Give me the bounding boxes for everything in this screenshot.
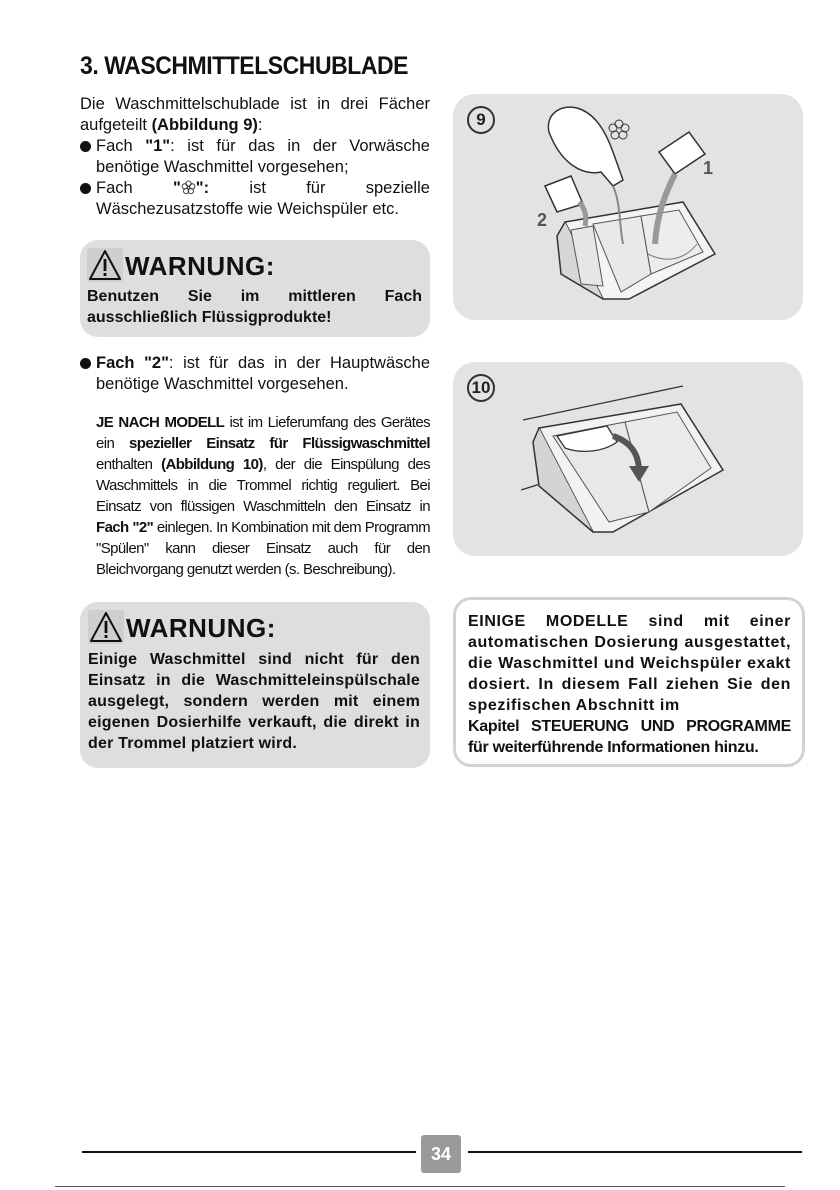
liquid-insert-illustration: [453, 362, 803, 556]
warning-box-2: [80, 602, 430, 768]
intro-paragraph: Die Waschmittelschublade ist in drei Fächer aufgeteilt (Abbildung 9):: [80, 95, 430, 134]
warning-box-1: [80, 240, 430, 337]
warning-title-2: WARNUNG:: [126, 613, 276, 643]
figure-9-label-1: 1: [703, 158, 714, 178]
bullet-fach-1: Fach "1": ist für das in der Vorwäsche benötige Waschmittel vorgesehen;: [80, 136, 430, 178]
intro-section: [80, 94, 430, 220]
figure-9-number: 9: [467, 106, 495, 134]
warning-triangle-icon: [87, 248, 123, 282]
page-number: 34: [421, 1135, 461, 1173]
footer-rule-left: [82, 1151, 416, 1153]
figure-9: [453, 94, 803, 320]
main-wash-section: [80, 353, 430, 580]
warning-triangle-icon: [88, 610, 124, 644]
bullet-dot-icon: [80, 183, 91, 194]
model-note: JE NACH MODELL ist im Lieferumfang des Gerätes ein spezieller Einsatz für Flüssigwaschmittel enthalten (Abbildung 10), der die Einspülung des Waschmittels in die Trommel richtig reguliert. Bei Einsatz von flüssigen Waschmitteln den Einsatz in Fach "2" einlegen. In Kombination mit dem Programm "Spülen" kann dieser Einsatz auch für den Bleichvorgang genutzt werden (s. Beschreibung).: [96, 414, 431, 578]
detergent-drawer-illustration: [453, 94, 803, 320]
flower-icon: [181, 180, 196, 195]
bullet-fach-flower: Fach " ": ist für spezielle Wäschezusatzstoffe wie Weichspüler etc.: [80, 178, 430, 220]
bullet-dot-icon: [80, 141, 91, 152]
page-title: 3. WASCHMITTELSCHUBLADE: [80, 52, 409, 80]
auto-dosing-info-box: [453, 597, 805, 767]
warning-text-1: Benutzen Sie im mittleren Fach ausschließlich Flüssigprodukte!: [87, 288, 422, 326]
warning-text-2: Einige Waschmittel sind nicht für den Einsatz in die Waschmitteleinspülschale ausgelegt, sondern werden mit einem eigenen Dosierhilfe verkauft, die direkt in der Trommel platziert wird.: [88, 651, 420, 752]
bullet-dot-icon: [80, 358, 91, 369]
bottom-rule: [55, 1186, 785, 1187]
figure-10-number: 10: [467, 374, 495, 402]
figure-10: [453, 362, 803, 556]
warning-title-1: WARNUNG:: [125, 251, 275, 281]
bullet-fach-2: Fach "2": ist für das in der Hauptwäsche benötige Waschmittel vorgesehen.: [80, 353, 430, 395]
info-text-condensed: Kapitel STEUERUNG UND PROGRAMME für weiterführende Informationen hinzu.: [468, 718, 791, 756]
figure-9-label-2: 2: [537, 210, 548, 230]
info-text: EINIGE MODELLE sind mit einer automatischen Dosierung ausgestattet, die Waschmittel und Weichspüler exakt dosiert. In diesem Fall ziehen Sie den spezifischen Abschnitt im: [468, 613, 791, 714]
footer-rule-right: [468, 1151, 802, 1153]
